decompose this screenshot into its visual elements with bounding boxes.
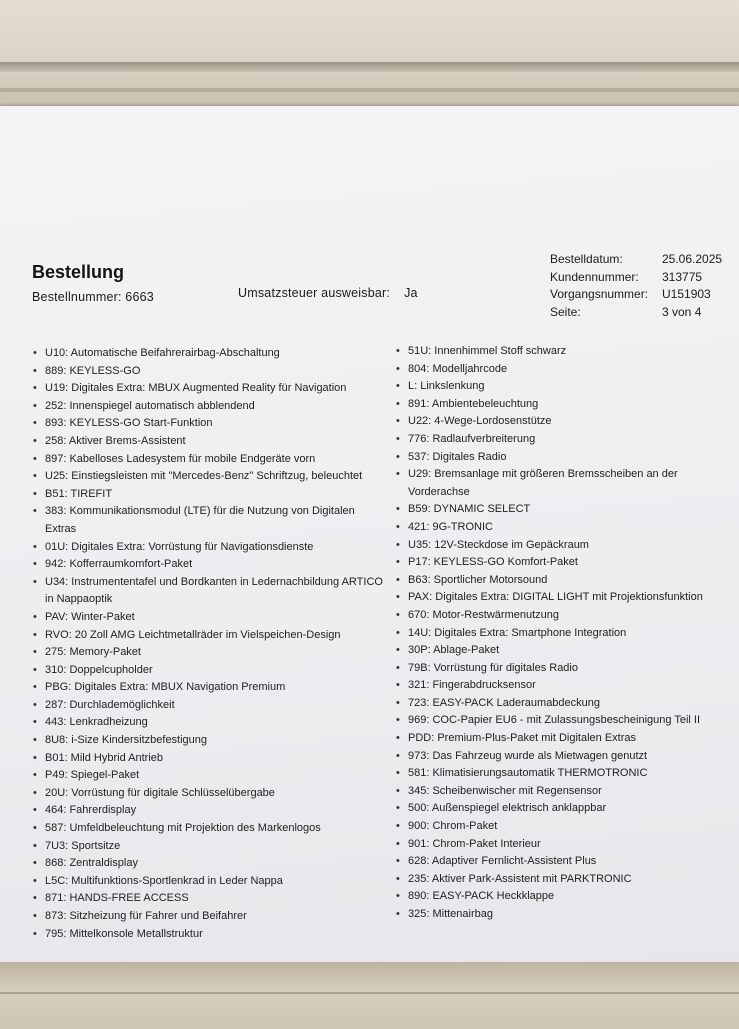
option-item: • P49: Spiegel-Paket (32, 767, 388, 785)
option-item: • 258: Aktiver Brems-Assistent (32, 433, 388, 451)
option-item: • 287: Durchlademöglichkeit (32, 697, 388, 715)
wood-seam (0, 88, 739, 92)
option-item: • 310: Doppelcupholder (32, 662, 388, 680)
wooden-surface-bottom (0, 962, 739, 1029)
option-item: • 873: Sitzheizung für Fahrer und Beifahrer (32, 908, 388, 926)
option-item: • 776: Radlaufverbreiterung (395, 431, 735, 449)
option-item: • PAX: Digitales Extra: DIGITAL LIGHT mit Projektionsfunktion (395, 589, 735, 607)
option-item: • B63: Sportlicher Motorsound (395, 572, 735, 590)
order-document-page (0, 106, 739, 964)
option-item: • B01: Mild Hybrid Antrieb (32, 750, 388, 768)
option-item: • 275: Memory-Paket (32, 644, 388, 662)
option-item: • 868: Zentraldisplay (32, 855, 388, 873)
option-item: • L5C: Multifunktions-Sportlenkrad in Leder Nappa (32, 873, 388, 891)
option-item: • PDD: Premium-Plus-Paket mit Digitalen Extras (395, 730, 735, 748)
option-item: • P17: KEYLESS-GO Komfort-Paket (395, 554, 735, 572)
option-item: • 537: Digitales Radio (395, 449, 735, 467)
meta-value: U151903 (662, 287, 711, 301)
option-item: • 723: EASY-PACK Laderaumabdeckung (395, 695, 735, 713)
meta-row-page (550, 304, 730, 322)
option-item: • 235: Aktiver Park-Assistent mit PARKTRONIC (395, 871, 735, 889)
meta-value: 3 von 4 (662, 304, 702, 319)
option-item: • 20U: Vorrüstung für digitale Schlüsselübergabe (32, 785, 388, 803)
meta-row-customer-number (550, 269, 730, 287)
option-item: • U25: Einstiegsleisten mit "Mercedes-Benz" Schriftzug, beleuchtet (32, 468, 388, 486)
option-item: • 01U: Digitales Extra: Vorrüstung für Navigationsdienste (32, 539, 388, 557)
option-item: • U22: 4-Wege-Lordosenstütze (395, 413, 735, 431)
vat-info (238, 286, 418, 300)
document-title: Bestellung (32, 262, 125, 282)
option-item: • 893: KEYLESS-GO Start-Funktion (32, 415, 388, 433)
option-item: • PAV: Winter-Paket (32, 609, 388, 627)
option-item: • 942: Kofferraumkomfort-Paket (32, 556, 388, 574)
vat-label: Umsatzsteuer ausweisbar: (238, 286, 391, 300)
option-item: • 7U3: Sportsitze (32, 838, 388, 856)
option-item: • 51U: Innenhimmel Stoff schwarz (395, 343, 735, 361)
option-item: • 500: Außenspiegel elektrisch anklappbar (395, 800, 735, 818)
meta-label: Vorgangsnummer: (550, 287, 649, 301)
option-item: • PBG: Digitales Extra: MBUX Navigation Premium (32, 679, 388, 697)
option-item: • U29: Bremsanlage mit größeren Bremsscheiben an der Vorderachse (395, 466, 735, 501)
meta-value: 313775 (662, 269, 703, 284)
option-item: • 804: Modelljahrcode (395, 361, 735, 379)
option-item: • 628: Adaptiver Fernlicht-Assistent Plus (395, 853, 735, 871)
wood-ledge (0, 62, 739, 72)
options-list-left (32, 345, 388, 943)
meta-label: Kundennummer: (550, 269, 639, 284)
option-item: • 421: 9G-TRONIC (395, 519, 735, 537)
wooden-surface-top (0, 0, 739, 108)
vat-value: Ja (404, 286, 418, 300)
option-item: • 581: Klimatisierungsautomatik THERMOTRONIC (395, 765, 735, 783)
option-item: • U10: Automatische Beifahrerairbag-Abschaltung (32, 345, 388, 363)
option-item: • U19: Digitales Extra: MBUX Augmented Reality für Navigation (32, 380, 388, 398)
option-item: • 973: Das Fahrzeug wurde als Mietwagen genutzt (395, 748, 735, 766)
order-number: Bestellnummer: 6663 (32, 290, 154, 304)
option-item: • 900: Chrom-Paket (395, 818, 735, 836)
option-item: • 325: Mittenairbag (395, 906, 735, 924)
option-item: • 897: Kabelloses Ladesystem für mobile Endgeräte vorn (32, 451, 388, 469)
meta-row-process-number (550, 286, 730, 304)
option-item: • 890: EASY-PACK Heckklappe (395, 888, 735, 906)
meta-label: Seite: (550, 304, 581, 319)
option-item: • 79B: Vorrüstung für digitales Radio (395, 660, 735, 678)
option-item: • 383: Kommunikationsmodul (LTE) für die Nutzung von Digitalen Extras (32, 503, 388, 538)
option-item: • U34: Instrumententafel und Bordkanten in Ledernachbildung ARTICO in Nappaoptik (32, 574, 388, 609)
option-item: • 670: Motor-Restwärmenutzung (395, 607, 735, 625)
option-item: • L: Linkslenkung (395, 378, 735, 396)
meta-value: 25.06.2025 (662, 252, 723, 266)
option-item: • 345: Scheibenwischer mit Regensensor (395, 783, 735, 801)
option-item: • U35: 12V-Steckdose im Gepäckraum (395, 537, 735, 555)
option-item: • 30P: Ablage-Paket (395, 642, 735, 660)
option-item: • 321: Fingerabdrucksensor (395, 677, 735, 695)
meta-row-order-date (550, 251, 730, 269)
option-item: • B51: TIREFIT (32, 486, 388, 504)
option-item: • 252: Innenspiegel automatisch abblendend (32, 398, 388, 416)
option-item: • 587: Umfeldbeleuchtung mit Projektion des Markenlogos (32, 820, 388, 838)
option-item: • 969: COC-Papier EU6 - mit Zulassungsbescheinigung Teil II (395, 712, 735, 730)
option-item: • 14U: Digitales Extra: Smartphone Integration (395, 625, 735, 643)
option-item: • RVO: 20 Zoll AMG Leichtmetallräder im Vielspeichen-Design (32, 627, 388, 645)
option-item: • 443: Lenkradheizung (32, 714, 388, 732)
options-list-right (395, 343, 735, 924)
option-item: • 889: KEYLESS-GO (32, 363, 388, 381)
option-item: • 871: HANDS-FREE ACCESS (32, 890, 388, 908)
meta-label: Bestelldatum: (550, 252, 623, 266)
option-item: • 891: Ambientebeleuchtung (395, 396, 735, 414)
wood-seam (0, 992, 739, 994)
option-item: • 795: Mittelkonsole Metallstruktur (32, 926, 388, 944)
option-item: • 901: Chrom-Paket Interieur (395, 836, 735, 854)
option-item: • 464: Fahrerdisplay (32, 802, 388, 820)
order-meta-block (550, 251, 730, 321)
option-item: • 8U8: i-Size Kindersitzbefestigung (32, 732, 388, 750)
option-item: • B59: DYNAMIC SELECT (395, 501, 735, 519)
